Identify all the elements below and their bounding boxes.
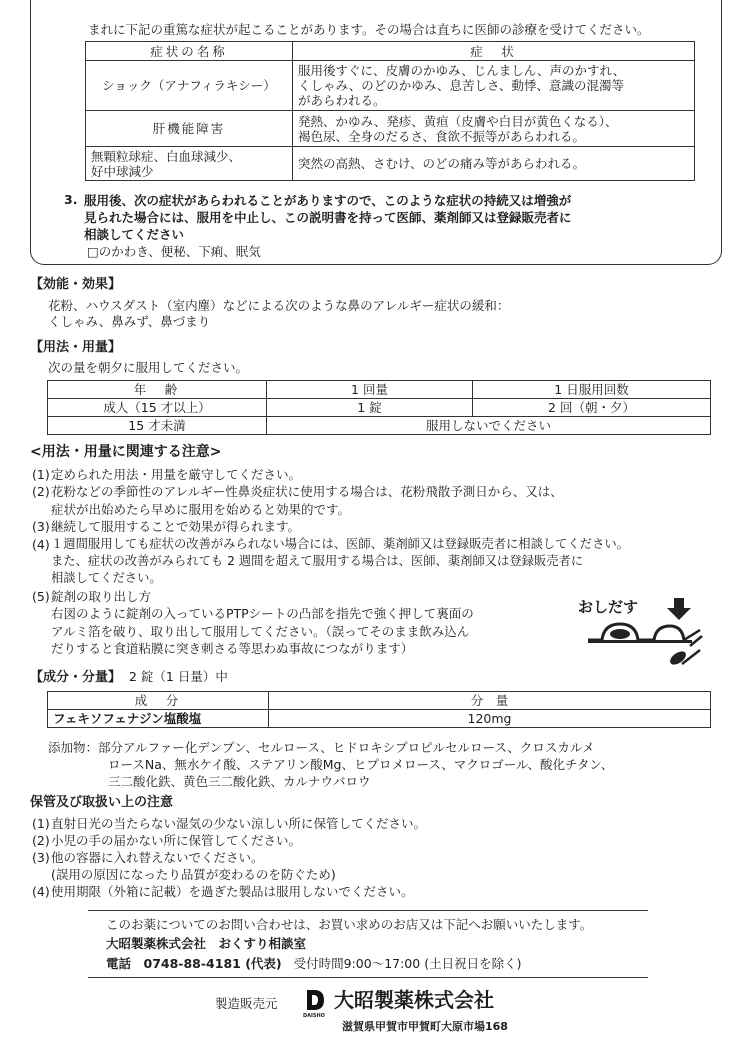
contact-phone: 電話 0748-88-4181 (代表) <box>106 956 282 971</box>
tablet-icon <box>668 649 688 668</box>
dosage-table <box>47 380 711 435</box>
maker-label: 製造販売元 <box>215 996 278 1011</box>
severe-header-name: 症状の名称 <box>86 42 293 61</box>
severe-row-name: 無顆粒球症、白血球減少、 好中球減少 <box>86 147 293 181</box>
dosage-header: 年 齢 <box>48 381 267 399</box>
list-item: (4) １週間服用しても症状の改善がみられない場合には、医師、薬剤師又は登録販売者に相談してください。 また、症状の改善がみられても 2 週間を超えて服用する場合は、医師、薬剤師又は登録販売者に 相談してください。 <box>32 536 629 586</box>
maker-name: 大昭製薬株式会社 <box>334 988 494 1012</box>
dosage-header: 1 日服用回数 <box>473 381 711 399</box>
contact-hours: 受付時間9:00～17:00 (土日祝日を除く) <box>293 956 522 971</box>
maker-logo-text: DAISHO <box>303 1013 325 1019</box>
precautions-heading: <用法・用量に関連する注意> <box>30 444 222 460</box>
down-arrow-icon <box>667 598 691 620</box>
storage-list <box>32 815 722 900</box>
daisho-logo-icon <box>304 988 326 1014</box>
severe-row-symptom: 突然の高熱、さむけ、のどの痛み等があらわれる。 <box>293 147 695 181</box>
contact-top-rule <box>88 910 648 911</box>
dosage-cell: 1 錠 <box>267 399 473 417</box>
contact-intro: このお薬についてのお問い合わせは、お買い求めのお店又は下記へお願いいたします。 <box>106 917 593 932</box>
contact-bottom-rule <box>88 977 648 978</box>
dosage-heading: 【用法・用量】 <box>30 340 122 355</box>
efficacy-heading: 【効能・効果】 <box>30 277 122 292</box>
severe-header-symptom: 症 状 <box>293 42 695 61</box>
list-item: (3) 継続して服用することで効果が得られます。 <box>32 519 301 535</box>
ingredients-cell: フェキソフェナジン塩酸塩 <box>48 710 269 728</box>
contact-phone-row <box>106 956 521 971</box>
list-item: (1) 定められた用法・用量を厳守してください。 <box>32 467 302 482</box>
list-item: (1) 直射日光の当たらない湿気の少ない涼しい所に保管してください。 <box>32 816 427 831</box>
ingredients-cell: 120mg <box>269 710 711 728</box>
list-item: (3) 他の容器に入れ替えないでください。 (誤用の原因になったり品質が変わるのを防ぐため) <box>32 850 336 882</box>
severe-symptom-table <box>85 41 695 181</box>
item3-text: 服用後、次の症状があらわれることがありますので、このような症状の持続又は増強が 見られた場合には、服用を中止し、この説明書を持って医師、薬剤師又は登録販売者に 相談してください <box>84 193 572 242</box>
list-item: (2) 花粉などの季節性のアレルギー性鼻炎症状に使用する場合は、花粉飛散予測日から、又は、 症状が出始めたら早めに服用を始めると効果的です。 <box>32 484 563 517</box>
additives: 添加物：部分アルファー化デンプン、セルロース、ヒドロキシプロピルセルロース、クロスカルメ ロースNa、無水ケイ酸、ステアリン酸Mg、ヒプロメロース、マクロゴール、酸化チタン、 三二酸化鉄、黄色三二酸化鉄、カルナウバロウ <box>48 740 614 789</box>
severe-row-symptom: 服用後すぐに、皮膚のかゆみ、じんましん、声のかすれ、 くしゃみ、のどのかゆみ、息苦しさ、動悸、意識の混濁等 があらわれる。 <box>293 61 695 111</box>
dosage-cell: 成人（15 才以上） <box>48 399 267 417</box>
ingredients-header: 分 量 <box>269 692 711 710</box>
dosage-cell: 15 才未満 <box>48 417 267 435</box>
severe-intro: まれに下記の重篤な症状が起こることがあります。その場合は直ちに医師の診療を受けてください。 <box>88 22 650 37</box>
push-label: おしだす <box>578 598 639 616</box>
storage-heading: 保管及び取扱い上の注意 <box>30 795 174 810</box>
ingredients-heading: 【成分・分量】 <box>30 670 122 685</box>
dosage-header: 1 回量 <box>267 381 473 399</box>
list-item: (5) 錠剤の取り出し方 右図のように錠剤の入っているPTPシートの凸部を指先で強く押して裏面の アルミ箔を破り、取り出して服用してください。（誤ってそのまま飲み込ん だりすると食道粘膜に突き刺さる等思わぬ事故につながります） <box>32 588 474 657</box>
contact-company: 大昭製薬株式会社 おくすり相談室 <box>106 936 307 951</box>
maker-address: 滋賀県甲賀市甲賀町大原市場168 <box>342 1020 508 1033</box>
severe-row-symptom: 発熱、かゆみ、発疹、黄疸（皮膚や白目が黄色くなる）、 褐色尿、全身のだるさ、食欲不振等があらわれる。 <box>293 111 695 147</box>
ingredients-note: 2 錠（1 日量）中 <box>129 669 228 684</box>
dosage-intro: 次の量を朝夕に服用してください。 <box>48 360 249 375</box>
ingredients-header: 成 分 <box>48 692 269 710</box>
ingredients-heading-row <box>30 669 228 685</box>
dosage-cell: 服用しないでください <box>267 417 711 435</box>
severe-row-name: 肝機能障害 <box>86 111 293 147</box>
ingredients-table <box>47 691 711 728</box>
list-item: (2) 小児の手の届かない所に保管してください。 <box>32 833 302 848</box>
list-item: (4) 使用期限（外箱に記載）を過ぎた製品は服用しないでください。 <box>32 884 414 899</box>
ptp-push-illustration <box>582 596 722 668</box>
item3-symptoms: □のかわき、便秘、下痢、眠気 <box>87 244 261 259</box>
item3-number: 3. <box>64 192 78 207</box>
efficacy-text: 花粉、ハウスダスト（室内塵）などによる次のような鼻のアレルギー症状の緩和： くしゃみ、鼻みず、鼻づまり <box>48 298 510 329</box>
dosage-cell: 2 回（朝・夕） <box>473 399 711 417</box>
severe-row-name: ショック（アナフィラキシー） <box>86 61 293 111</box>
